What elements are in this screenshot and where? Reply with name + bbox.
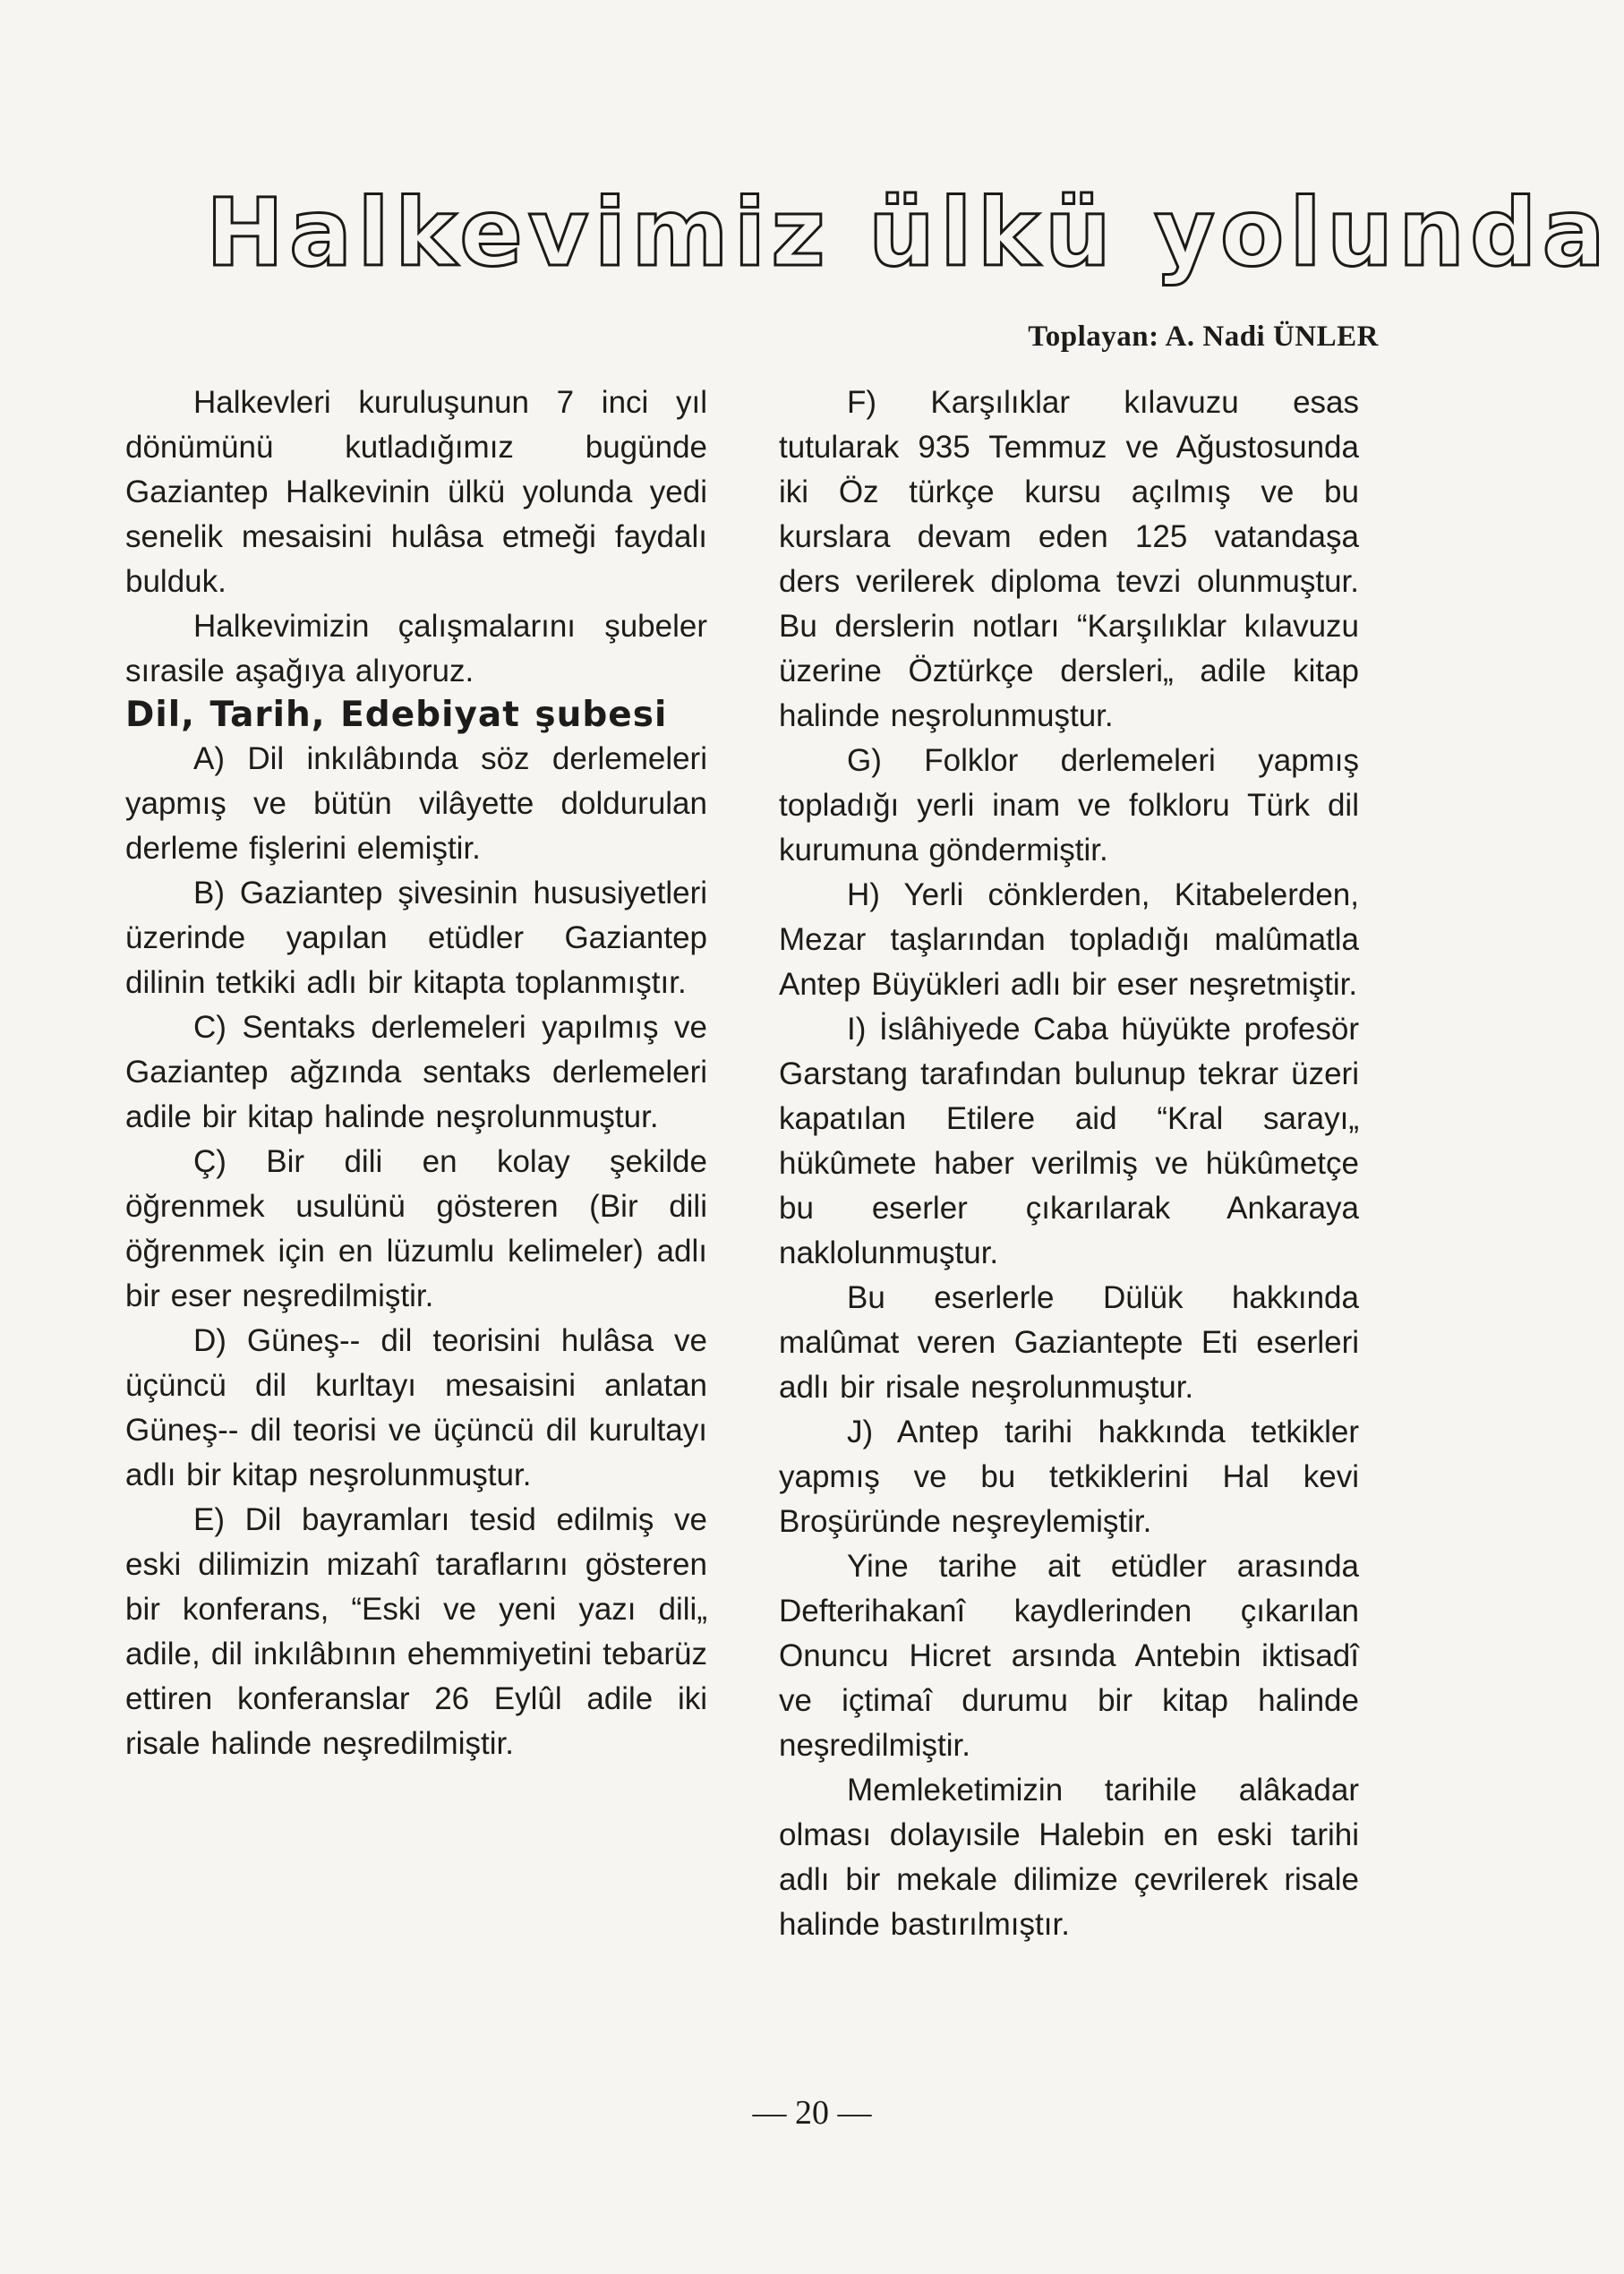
- list-item: E) Dil bayramları tesid edilmiş ve eski dilimizin mizahî taraflarını gösteren bir konferans, “Eski ve yeni yazı dili„ adile, dil inkılâbının ehemmiyetini tebarüz ettiren konferanslar 26 Eylûl adile iki risale halinde neşredilmiştir.: [125, 1502, 707, 1761]
- left-column: [125, 380, 707, 1766]
- paragraph: Yine tarihe ait etüdler arasında Defterihakanî kaydlerinden çıkarılan Onuncu Hicret arsında Antebin iktisadî ve içtimaî durumu bir kitap halinde neşredilmiştir.: [779, 1549, 1359, 1763]
- byline: Toplayan: A. Nadi ÜNLER: [1028, 321, 1379, 353]
- paragraph: Memleketimizin tarihile alâkadar olması dolayısile Halebin en eski tarihi adlı bir mekale dilimize çevrilerek risale halinde bastırılmıştır.: [779, 1773, 1359, 1942]
- list-item: D) Güneş-- dil teorisini hulâsa ve üçüncü dil kurltayı mesaisini anlatan Güneş-- dil teorisi ve üçüncü dil kurultayı adlı bir kitap neşrolunmuştur.: [125, 1323, 707, 1492]
- paragraph: Halkevimizin çalışmalarını şubeler sırasile aşağıya alıyoruz.: [125, 609, 707, 688]
- paragraph: Bu eserlerle Dülük hakkında malûmat veren Gaziantepte Eti eserleri adlı bir risale neşrolunmuştur.: [779, 1280, 1359, 1405]
- list-item: I) İslâhiyede Caba hüyükte profesör Garstang tarafından bulunup tekrar üzeri kapatılan Etilere aid “Kral sarayı„ hükûmete haber verilmiş ve hükûmetçe bu eserler çıkarılarak Ankaraya naklolunmuştur.: [779, 1012, 1359, 1270]
- section-heading: Dil, Tarih, Edebiyat şubesi: [125, 695, 668, 735]
- paragraph: Halkevleri kuruluşunun 7 inci yıl dönümünü kutladığımız bugünde Gaziantep Halkevinin ülkü yolunda yedi senelik mesaisini hulâsa etmeği faydalı bulduk.: [125, 385, 707, 599]
- page-title: Halkevimiz ülkü yolunda: [206, 178, 1611, 287]
- right-column: [779, 380, 1359, 1947]
- page-number: — 20 —: [752, 2094, 872, 2132]
- list-item: H) Yerli cönklerden, Kitabelerden, Mezar taşlarından topladığı malûmatla Antep Büyükleri adlı bir eser neşretmiştir.: [779, 877, 1359, 1002]
- list-item: C) Sentaks derlemeleri yapılmış ve Gaziantep ağzında sentaks derlemeleri adile bir kitap halinde neşrolunmuştur.: [125, 1010, 707, 1134]
- list-item: Ç) Bir dili en kolay şekilde öğrenmek usulünü gösteren (Bir dili öğrenmek için en lüzumlu kelimeler) adlı bir eser neşredilmiştir.: [125, 1144, 707, 1313]
- list-item: A) Dil inkılâbında söz derlemeleri yapmış ve bütün vilâyette doldurulan derleme fişlerini elemiştir.: [125, 741, 707, 866]
- list-item: F) Karşılıklar kılavuzu esas tutularak 935 Temmuz ve Ağustosunda iki Öz türkçe kursu açılmış ve bu kurslara devam eden 125 vatandaşa ders verilerek diploma tevzi olunmuştur. Bu derslerin notları “Karşılıklar kılavuzu üzerine Öztürkçe dersleri„ adile kitap halinde neşrolunmuştur.: [779, 385, 1359, 733]
- list-item: G) Folklor derlemeleri yapmış topladığı yerli inam ve folkloru Türk dil kurumuna göndermiştir.: [779, 743, 1359, 868]
- list-item: J) Antep tarihi hakkında tetkikler yapmış ve bu tetkiklerini Hal kevi Broşüründe neşreylemiştir.: [779, 1415, 1359, 1539]
- list-item: B) Gaziantep şivesinin hususiyetleri üzerinde yapılan etüdler Gaziantep dilinin tetkiki adlı bir kitapta toplanmıştır.: [125, 876, 707, 1000]
